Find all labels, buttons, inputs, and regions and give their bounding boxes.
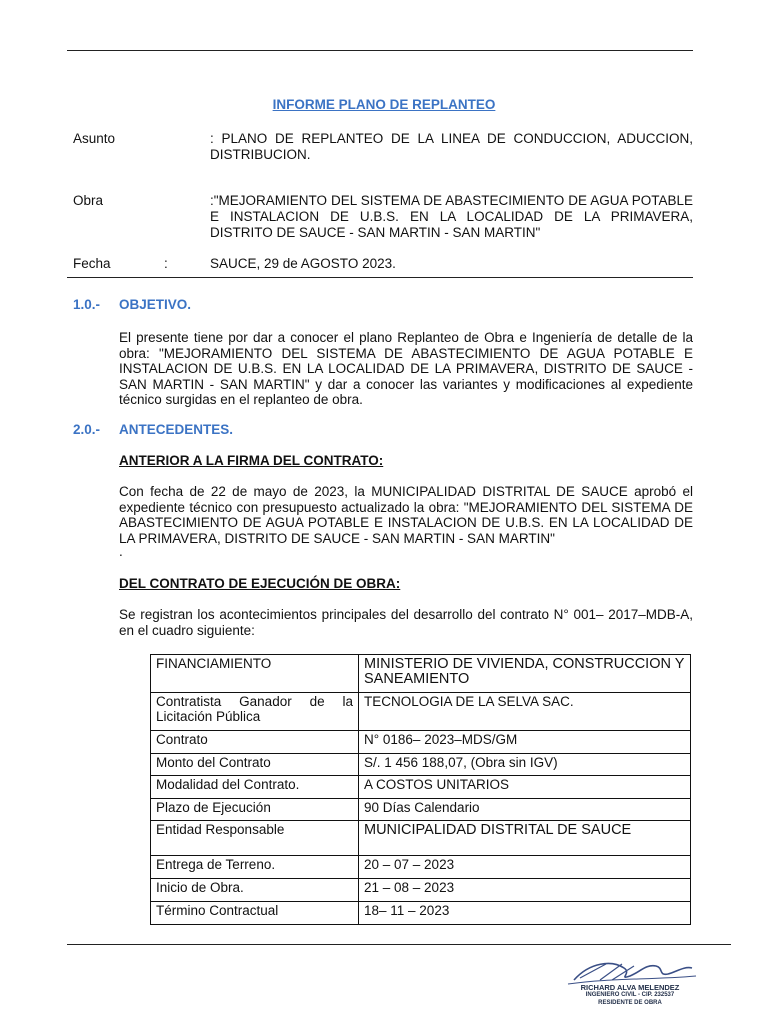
table-cell-label: Término Contractual	[151, 902, 359, 925]
subsection-pre-contract-tail: .	[119, 544, 123, 559]
fecha-colon: :	[164, 256, 168, 271]
table-row	[151, 754, 691, 776]
table-cell-label: FINANCIAMIENTO	[151, 655, 359, 693]
table-cell-value: A COSTOS UNITARIOS	[359, 776, 691, 799]
table-cell-label: Plazo de Ejecución	[151, 799, 359, 821]
section-1-title: OBJETIVO.	[119, 297, 192, 312]
table-cell-label: Monto del Contrato	[151, 754, 359, 776]
header-divider	[67, 277, 693, 278]
table-cell-value: S/. 1 456 188,07, (Obra sin IGV)	[359, 754, 691, 776]
subsection-contract-title: DEL CONTRATO DE EJECUCIÓN DE OBRA:	[119, 576, 401, 591]
table-cell-value: N° 0186– 2023–MDS/GM	[359, 731, 691, 754]
signature-credential: INGENIERO CIVIL - CIP. 232537	[585, 992, 675, 998]
section-2-number: 2.0.-	[73, 422, 101, 437]
table-cell-label: Inicio de Obra.	[151, 879, 359, 902]
signature-name: RICHARD ALVA MELENDEZ	[580, 983, 680, 992]
table-cell-value: 18– 11 – 2023	[359, 902, 691, 925]
table-cell-value: TECNOLOGIA DE LA SELVA SAC.	[359, 693, 691, 731]
table-row	[151, 655, 691, 693]
fecha-label: Fecha	[73, 256, 111, 271]
table-cell-label: Modalidad del Contrato.	[151, 776, 359, 799]
section-1-body: El presente tiene por dar a conocer el plano Replanteo de Obra e Ingeniería de detalle de la obra: "MEJORAMIENTO DEL SISTEMA DE ABASTECIMIENTO DE AGUA POTABLE E INSTALACION DE U.B.S. EN LA LOCALIDAD DE LA PRIMAVERA, DISTRITO DE SAUCE - SAN MARTIN - SAN MARTIN" y dar a conocer las variantes y modificaciones al expediente técnico surgidas en el replanteo de obra.	[119, 330, 693, 407]
subsection-contract-body: Se registran los acontecimientos principales del desarrollo del contrato N° 001– 2017–MDB-A, en el cuadro siguiente:	[119, 607, 693, 638]
asunto-label: Asunto	[73, 131, 116, 146]
table-row	[151, 821, 691, 856]
section-1-number: 1.0.-	[73, 297, 101, 312]
table-row	[151, 856, 691, 879]
table-row	[151, 693, 691, 731]
table-row	[151, 776, 691, 799]
table-cell-value: 20 – 07 – 2023	[359, 856, 691, 879]
signature-stamp	[560, 958, 700, 1024]
table-cell-value: 90 Días Calendario	[359, 799, 691, 821]
contract-table	[150, 654, 691, 925]
table-cell-label: Contratista Ganador de la Licitación Pública	[151, 693, 359, 731]
subsection-pre-contract-title: ANTERIOR A LA FIRMA DEL CONTRATO:	[119, 453, 384, 468]
table-row	[151, 799, 691, 821]
table-cell-value: MUNICIPALIDAD DISTRITAL DE SAUCE	[359, 821, 691, 856]
table-cell-value: MINISTERIO DE VIVIENDA, CONSTRUCCION Y SANEAMIENTO	[359, 655, 691, 693]
table-cell-label: Contrato	[151, 731, 359, 754]
document-title: INFORME PLANO DE REPLANTEO	[272, 97, 496, 112]
table-cell-label: Entidad Responsable	[151, 821, 359, 856]
obra-label: Obra	[73, 193, 104, 208]
table-row	[151, 902, 691, 925]
footer-rule	[67, 944, 731, 945]
subsection-pre-contract-body: Con fecha de 22 de mayo de 2023, la MUNICIPALIDAD DISTRITAL DE SAUCE aprobó el expediente técnico con presupuesto actualizado la obra: "MEJORAMIENTO DEL SISTEMA DE ABASTECIMIENTO DE AGUA POTABLE E INSTALACION DE U.B.S. EN LA LOCALIDAD DE LA PRIMAVERA, DISTRITO DE SAUCE - SAN MARTIN - SAN MARTIN"	[119, 484, 693, 546]
table-cell-value: 21 – 08 – 2023	[359, 879, 691, 902]
table-cell-label: Entrega de Terreno.	[151, 856, 359, 879]
signature-role: RESIDENTE DE OBRA	[598, 1000, 662, 1006]
top-rule	[67, 50, 693, 51]
fecha-value: SAUCE, 29 de AGOSTO 2023.	[210, 256, 396, 271]
asunto-value: : PLANO DE REPLANTEO DE LA LINEA DE CONDUCCION, ADUCCION, DISTRIBUCION.	[210, 131, 693, 162]
obra-value: :"MEJORAMIENTO DEL SISTEMA DE ABASTECIMIENTO DE AGUA POTABLE E INSTALACION DE U.B.S. EN LA LOCALIDAD DE LA PRIMAVERA, DISTRITO DE SAUCE - SAN MARTIN - SAN MARTIN"	[210, 193, 693, 240]
section-2-title: ANTECEDENTES.	[119, 422, 234, 437]
table-row	[151, 731, 691, 754]
table-row	[151, 879, 691, 902]
